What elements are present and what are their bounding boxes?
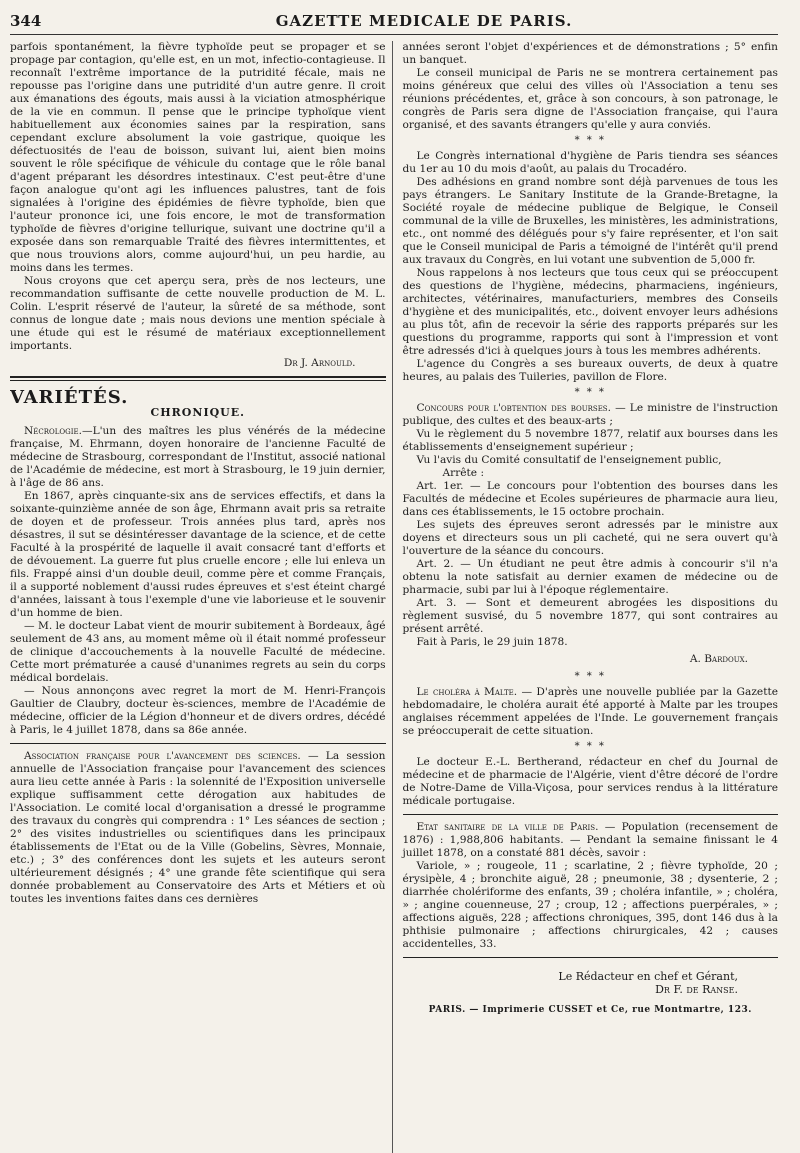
paragraph: Variole, » ; rougeole, 11 ; scarlatine, 2 ; fièvre typhoïde, 20 ; érysipèle, 4 ; bronchite aiguë, 28 ; pneumonie, 38 ; dysenterie, 2 ; diarrhée cholériforme des enfants, 39 ; choléra infantile, » ; choléra, » ; angine couenneuse, 27 ; croup, 12 ; affections puerpérales, » ; affections aiguës, 228 ; affections chroniques, 395, dont 146 dus à la phthisie pulmonaire ; affections chirurgicales, 42 ; causes accidentelles, 33. <box>402 860 778 950</box>
signature: A. Bardoux. <box>689 653 748 665</box>
paragraph: Arrête : <box>442 467 485 479</box>
paragraph: Vu le règlement du 5 novembre 1877, relatif aux bourses dans les établissements d'enseignement supérieur ; <box>402 428 778 453</box>
left-column <box>10 41 393 1153</box>
item-text: — Le ministre de l'instruction publique, des cultes et des beaux-arts ; <box>402 402 778 427</box>
item-label: Etat sanitaire de la ville de Paris. <box>416 821 599 833</box>
editor-title: Le Rédacteur en chef et Gérant, <box>558 970 738 983</box>
asterism: * * * <box>574 387 606 398</box>
paragraph: L'agence du Congrès a ses bureaux ouverts, de deux à quatre heures, au palais des Tuileries, pavillon de Flore. <box>402 358 778 383</box>
item-text: — D'après une nouvelle publiée par la Gazette hebdomadaire, le choléra aurait été apporté à Malte par les troupes anglaises récemment appelées de l'Inde. Le gouvernement français se préoccuperait de cette situation. <box>402 686 778 737</box>
paragraph: — M. le docteur Labat vient de mourir subitement à Bordeaux, âgé seulement de 43 ans, au moment même où il était nommé professeur de clinique d'accouchements à la nouvelle Faculté de médecine. Cette mort prématurée a causé d'unanimes regrets au sein du corps médical bordelais. <box>10 620 386 684</box>
paragraph: Art. 3. — Sont et demeurent abrogées les dispositions du règlement susvisé, du 5 novembre 1877, qui sont contraires au présent arrêté. <box>402 597 778 635</box>
paragraph <box>403 686 779 738</box>
item-label: Le choléra à Malte. <box>416 686 518 698</box>
running-title: GAZETTE MEDICALE DE PARIS. <box>275 12 573 30</box>
paragraph: Fait à Paris, le 29 juin 1878. <box>416 636 568 648</box>
paragraph: Des adhésions en grand nombre sont déjà parvenues de tous les pays étrangers. Le Sanitary Institute de la Grande-Bretagne, la Société royale de médecine publique de Belgique, le Conseil communal de la ville de Bruxelles, les ministères, les administrations, etc., ont nommé des délégués pour s'y faire représenter, et l'on sait que le Conseil municipal de Paris a témoigné de l'intérêt qu'il prend aux travaux du Congrès, en lui votant une subvention de 5,000 fr. <box>402 176 778 266</box>
paragraph: Le Congrès international d'hygiène de Paris tiendra ses séances du 1er au 10 du mois d'août, au palais du Trocadéro. <box>402 150 778 175</box>
section-divider <box>10 376 386 381</box>
divider <box>10 743 386 744</box>
paragraph: Art. 2. — Un étudiant ne peut être admis à concourir s'il n'a obtenu la note satisfait au dernier examen de médecine ou de pharmacie, subi par lui à l'époque réglementaire. <box>402 558 778 596</box>
item-text: —L'un des maîtres les plus vénérés de la médecine française, M. Ehrmann, doyen honoraire de l'ancienne Faculté de médecine de Strasbourg, correspondant de l'Institut, associé national de l'Académie de médecine, est mort à Strasbourg, le 19 juin dernier, à l'âge de 86 ans. <box>10 425 386 489</box>
imprint-line: PARIS. — Imprimerie CUSSET et Ce, rue Montmartre, 123. <box>428 1005 752 1015</box>
section-title: VARIÉTÉS. <box>10 387 129 408</box>
page-header <box>10 12 778 35</box>
subsection-title: CHRONIQUE. <box>150 406 245 419</box>
paragraph: — Nous annonçons avec regret la mort de M. Henri-François Gaultier de Claubry, docteur ès-sciences, membre de l'Académie de médecine, officier de la Légion d'honneur et de divers ordres, décédé à Paris, le 4 juillet 1878, dans sa 86e année. <box>10 685 386 736</box>
paragraph <box>403 402 779 428</box>
item-label: Association française pour l'avancement des sciences. <box>24 750 301 762</box>
paragraph: Nous rappelons à nos lecteurs que tous ceux qui se préoccupent des questions de l'hygiène, médecins, pharmaciens, ingénieurs, architectes, vétérinaires, manufacturiers, membres des Conseils d'hygiène et des municipalités, etc., doivent envoyer leurs adhésions au plus tôt, afin de recevoir la série des rapports préparés sur les questions du programme, rapports qui sont à l'impression et vont être adressés d'ici à quelques jours à tous les membres adhérents. <box>402 267 778 357</box>
paragraph: Vu l'avis du Comité consultatif de l'enseignement public, <box>416 454 722 466</box>
divider <box>403 814 779 815</box>
paragraph: Le conseil municipal de Paris ne se montrera certainement pas moins généreux que celui des villes où l'Association a tenu ses réunions précédentes, et, grâce à son concours, à son patronage, le congrès de Paris sera digne de l'Association française, qui l'aura organisé, et des savants étrangers qu'elle y aura conviés. <box>402 67 778 131</box>
editor-name: Dr F. de Ranse. <box>655 983 738 996</box>
paragraph: Le docteur E.-L. Bertherand, rédacteur en chef du Journal de médecine et de pharmacie de l'Algérie, vient d'être décoré de l'ordre de Notre-Dame de Villa-Viçosa, pour services rendus à la littérature médicale portugaise. <box>402 756 778 807</box>
item-text: — La session annuelle de l'Association française pour l'avancement des sciences aura lieu cette année à Paris : la solennité de l'Exposition universelle explique suffisamment cette dérogation aux habitudes de l'Association. Le comité local d'organisation a dressé le programme des travaux du congrès qui comprendra : 1° Les séances de section ; 2° des visites industrielles ou scientifiques dans les principaux établissements de l'Etat ou de la Ville (Gobelins, Sèvres, Monnaie, etc.) ; 3° des conférences dont les sujets et les auteurs seront ultérieurement désignés ; 4° une grande fête scientifique qui sera donnée probablement au Conservatoire des Arts et Métiers et où toutes les inventions faites dans ces dernières <box>10 750 386 905</box>
paragraph: parfois spontanément, la fièvre typhoïde peut se propager et se propage par contagion, qu'elle est, en un mot, infectio-contagieuse. Il reconnaît l'extrême importance de la putridité fécale, mais ne repousse pas l'origine dans une putridité d'un autre genre. Il croit aux émanations des égouts, mais aussi à la viciation atmosphérique de la vie en commun. Il pense que le principe typhoïque vient habituellement aux économies saines par la respiration, sans cependant exclure absolument la voie gastrique, quoique les défectuosités de l'eau de boisson, suivant lui, aient bien moins souvent le rôle spécifique de véhicule du contage que le rôle banal d'agent préparant les désordres intestinaux. C'est peut-être d'une façon analogue qu'ont agi les influences palustres, tant de fois signalées à l'origine des épidémies de fièvre typhoïde, bien que l'auteur prononce ici, une fois encore, le mot de transformation typhoïde de fièvres d'origine tellurique, suivant une doctrine qu'il a exposée dans son remarquable Traité des fièvres intermittentes, et que nous trouvions alors, comme aujourd'hui, un peu hardie, au moins dans les termes. <box>10 41 386 274</box>
paragraph: Les sujets des épreuves seront adressés par le ministre aux doyens et directeurs sous un pli cacheté, qui ne sera ouvert qu'à l'ouverture de la séance du concours. <box>402 519 778 557</box>
paragraph: Nous croyons que cet aperçu sera, près de nos lecteurs, une recommandation suffisante de cette nouvelle production de M. L. Colin. L'esprit réservé de l'auteur, la sûreté de sa méthode, sont connus de longue date ; mais nous devions une mention spéciale à une étude qui est le résumé de matériaux exceptionnellement importants. <box>10 275 386 352</box>
item-label: Nécrologie. <box>24 425 82 437</box>
item-label: Concours pour l'obtention des bourses. <box>416 402 611 414</box>
asterism: * * * <box>574 671 606 682</box>
paragraph: Art. 1er. — Le concours pour l'obtention des bourses dans les Facultés de médecine et Ecoles supérieures de pharmacie aura lieu, dans ces établissements, le 15 octobre prochain. <box>402 480 778 518</box>
asterism: * * * <box>574 741 606 752</box>
page-number: 344 <box>10 12 42 30</box>
paragraph: En 1867, après cinquante-six ans de services effectifs, et dans la soixante-quinzième année de son âge, Ehrmann avait pris sa retraite de doyen et de professeur. Trois années plus tard, après nos désastres, il sut se désintéresser davantage de la science, et de cette Faculté à la prospérité de laquelle il avait consacré tant d'efforts et de dévouement. La guerre fut plus cruelle encore ; elle lui enleva un fils. Frappé ainsi d'un double deuil, comme père et comme Français, il a supporté noblement d'aussi rudes épreuves et s'est éteint chargé d'années, laissant à tous l'exemple d'une vie laborieuse et le souvenir d'un homme de bien. <box>10 490 386 619</box>
item-text: — Population (recensement de 1876) : 1,988,806 habitants. — Pendant la semaine finissant le 4 juillet 1878, on a constaté 881 décès, savoir : <box>402 821 778 859</box>
paragraph <box>10 750 386 906</box>
paragraph <box>10 425 386 490</box>
paragraph <box>403 821 779 860</box>
signature: Dr J. Arnould. <box>283 357 356 369</box>
right-column <box>393 41 779 1153</box>
divider <box>403 957 779 958</box>
asterism: * * * <box>574 135 606 146</box>
paragraph: années seront l'objet d'expériences et de démonstrations ; 5° enfin un banquet. <box>402 41 778 66</box>
